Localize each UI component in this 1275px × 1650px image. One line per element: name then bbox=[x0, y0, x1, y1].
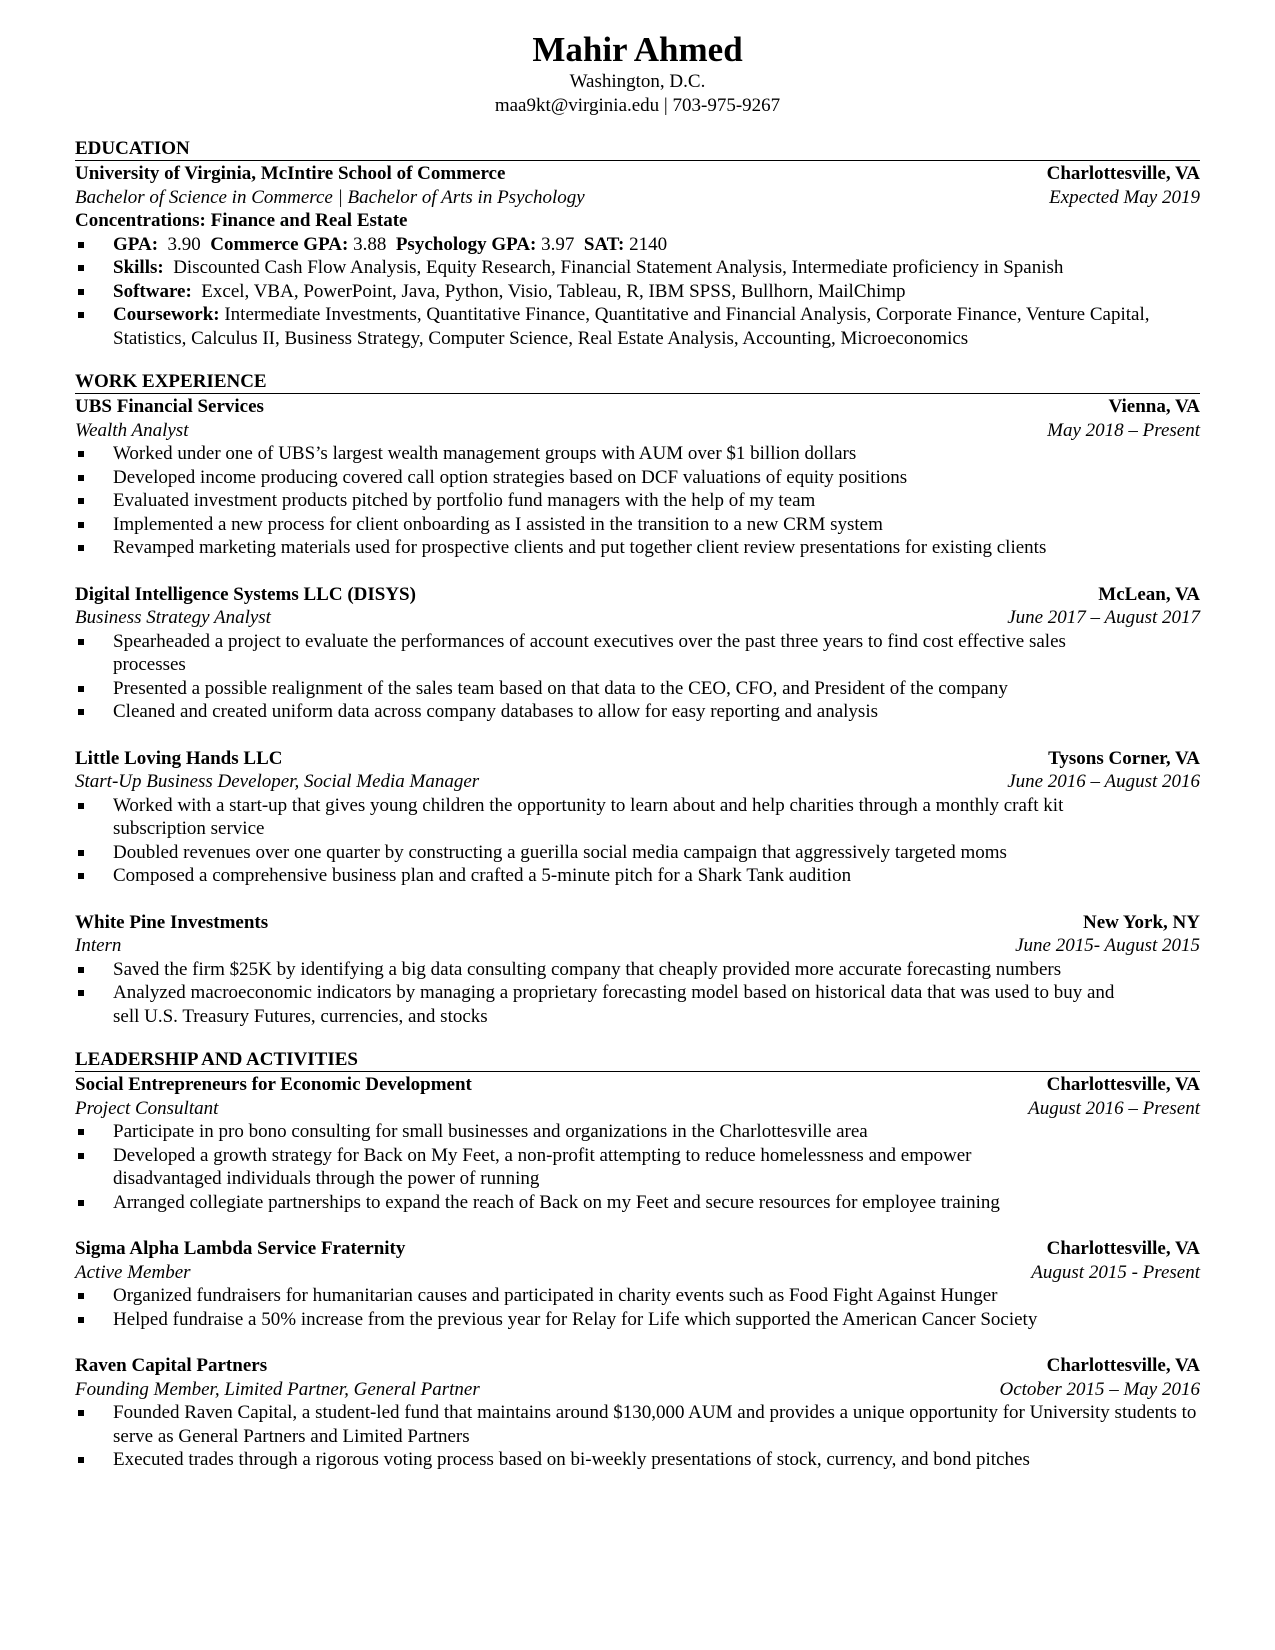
org-name: Little Loving Hands LLC bbox=[75, 747, 283, 769]
list-item: Saved the firm $25K by identifying a big data consulting company that cheaply provided more accurate forecasting numbers bbox=[75, 958, 1200, 982]
section-title: LEADERSHIP AND ACTIVITIES bbox=[75, 1049, 1200, 1072]
activity-entry bbox=[75, 1073, 1200, 1214]
date-range: June 2016 – August 2016 bbox=[1007, 771, 1200, 792]
list-item: Analyzed macroeconomic indicators by managing a proprietary forecasting model based on historical data that was used to buy and sell U.S. Treasury Futures, currencies, and stocks bbox=[75, 981, 1200, 1028]
job-entry bbox=[75, 747, 1200, 888]
list-item: Executed trades through a rigorous voting process based on bi-weekly presentations of stock, currency, and bond pitches bbox=[75, 1448, 1200, 1472]
list-item: Organized fundraisers for humanitarian causes and participated in charity events such as Food Fight Against Hunger bbox=[75, 1284, 1200, 1308]
list-item: Presented a possible realignment of the sales team based on that data to the CEO, CFO, and President of the company bbox=[75, 677, 1200, 701]
list-item: Doubled revenues over one quarter by constructing a guerilla social media campaign that aggressively targeted moms bbox=[75, 841, 1200, 865]
list-item: Composed a comprehensive business plan and crafted a 5-minute pitch for a Shark Tank audition bbox=[75, 864, 1200, 888]
org-name: Digital Intelligence Systems LLC (DISYS) bbox=[75, 583, 416, 605]
list-item: Arranged collegiate partnerships to expand the reach of Back on my Feet and secure resources for employee training bbox=[75, 1191, 1200, 1215]
list-item: Helped fundraise a 50% increase from the previous year for Relay for Life which supported the American Cancer Society bbox=[75, 1308, 1200, 1332]
list-item: Evaluated investment products pitched by portfolio fund managers with the help of my team bbox=[75, 489, 1200, 513]
list-item: Developed income producing covered call option strategies based on DCF valuations of equity positions bbox=[75, 466, 1200, 490]
list-item: Implemented a new process for client onboarding as I assisted in the transition to a new CRM system bbox=[75, 513, 1200, 537]
activity-entry bbox=[75, 1237, 1200, 1331]
role: Business Strategy Analyst bbox=[75, 607, 271, 628]
section-title: WORK EXPERIENCE bbox=[75, 371, 1200, 394]
work-section bbox=[75, 371, 1200, 1028]
resume-header bbox=[75, 30, 1200, 117]
org-name: Sigma Alpha Lambda Service Fraternity bbox=[75, 1238, 406, 1259]
list-item: Coursework: Intermediate Investments, Quantitative Finance, Quantitative and Financial Analysis, Corporate Finance, Venture Capital, Statistics, Calculus II, Business Strategy, Computer Science, Real Estate Analysis, Accounting, Microeconomics bbox=[75, 303, 1200, 350]
org-location: McLean, VA bbox=[1098, 583, 1200, 605]
org-location: Charlottesville, VA bbox=[1046, 1238, 1200, 1259]
org-location: Vienna, VA bbox=[1108, 396, 1200, 417]
candidate-location: Washington, D.C. bbox=[569, 71, 706, 92]
list-item: Participate in pro bono consulting for small businesses and organizations in the Charlottesville area bbox=[75, 1120, 1200, 1144]
concentrations: Concentrations: Finance and Real Estate bbox=[75, 210, 408, 231]
school-name: University of Virginia, McIntire School of Commerce bbox=[75, 163, 506, 184]
candidate-name: Mahir Ahmed bbox=[532, 30, 743, 69]
date-range: October 2015 – May 2016 bbox=[999, 1378, 1200, 1400]
org-name: Raven Capital Partners bbox=[75, 1355, 268, 1376]
list-item: Worked under one of UBS’s largest wealth management groups with AUM over $1 billion dollars bbox=[75, 442, 1200, 466]
education-details bbox=[75, 233, 1200, 351]
org-name: Social Entrepreneurs for Economic Development bbox=[75, 1074, 472, 1095]
org-name: White Pine Investments bbox=[75, 911, 269, 933]
list-item: Software: Excel, VBA, PowerPoint, Java, Python, Visio, Tableau, R, IBM SPSS, Bullhorn, MailChimp bbox=[75, 280, 1200, 304]
section-title: EDUCATION bbox=[75, 138, 1200, 161]
list-item: Developed a growth strategy for Back on My Feet, a non-profit attempting to reduce homelessness and empower disadvantaged individuals through the power of running bbox=[75, 1144, 1200, 1191]
education-section bbox=[75, 138, 1200, 350]
job-entry bbox=[75, 911, 1200, 1029]
candidate-contact: maa9kt@virginia.edu | 703-975-9267 bbox=[494, 94, 781, 116]
role: Intern bbox=[75, 935, 122, 956]
list-item: Revamped marketing materials used for prospective clients and put together client review presentations for existing clients bbox=[75, 536, 1200, 560]
activity-entry bbox=[75, 1354, 1200, 1472]
role: Wealth Analyst bbox=[75, 419, 189, 441]
role: Start-Up Business Developer, Social Media Manager bbox=[75, 771, 480, 792]
org-name: UBS Financial Services bbox=[75, 396, 264, 417]
list-item: Cleaned and created uniform data across company databases to allow for easy reporting and analysis bbox=[75, 700, 1200, 724]
job-entry bbox=[75, 583, 1200, 724]
date-range: August 2016 – Present bbox=[1028, 1097, 1200, 1119]
list-item: GPA: 3.90 Commerce GPA: 3.88 Psychology GPA: 3.97 SAT: 2140 bbox=[75, 233, 1200, 257]
degree: Bachelor of Science in Commerce | Bachelor of Arts in Psychology bbox=[75, 186, 585, 208]
date-range: June 2015- August 2015 bbox=[1015, 935, 1200, 956]
role: Founding Member, Limited Partner, General Partner bbox=[75, 1378, 480, 1400]
graduation-date: Expected May 2019 bbox=[1049, 186, 1200, 208]
org-location: Charlottesville, VA bbox=[1046, 1355, 1200, 1376]
list-item: Spearheaded a project to evaluate the performances of account executives over the past three years to find cost effective sales processes bbox=[75, 630, 1200, 677]
school-location: Charlottesville, VA bbox=[1046, 163, 1200, 184]
job-entry bbox=[75, 395, 1200, 560]
list-item: Founded Raven Capital, a student-led fund that maintains around $130,000 AUM and provides a unique opportunity for University students to serve as General Partners and Limited Partners bbox=[75, 1401, 1200, 1448]
date-range: August 2015 - Present bbox=[1031, 1261, 1200, 1283]
date-range: June 2017 – August 2017 bbox=[1007, 607, 1200, 628]
leadership-section bbox=[75, 1049, 1200, 1472]
role: Active Member bbox=[75, 1261, 191, 1283]
date-range: May 2018 – Present bbox=[1047, 419, 1200, 441]
list-item: Worked with a start-up that gives young children the opportunity to learn about and help charities through a monthly craft kit subscription service bbox=[75, 794, 1200, 841]
role: Project Consultant bbox=[75, 1097, 219, 1119]
list-item: Skills: Discounted Cash Flow Analysis, Equity Research, Financial Statement Analysis, Intermediate proficiency in Spanish bbox=[75, 256, 1200, 280]
org-location: Charlottesville, VA bbox=[1046, 1074, 1200, 1095]
org-location: Tysons Corner, VA bbox=[1048, 747, 1200, 769]
org-location: New York, NY bbox=[1083, 911, 1200, 933]
